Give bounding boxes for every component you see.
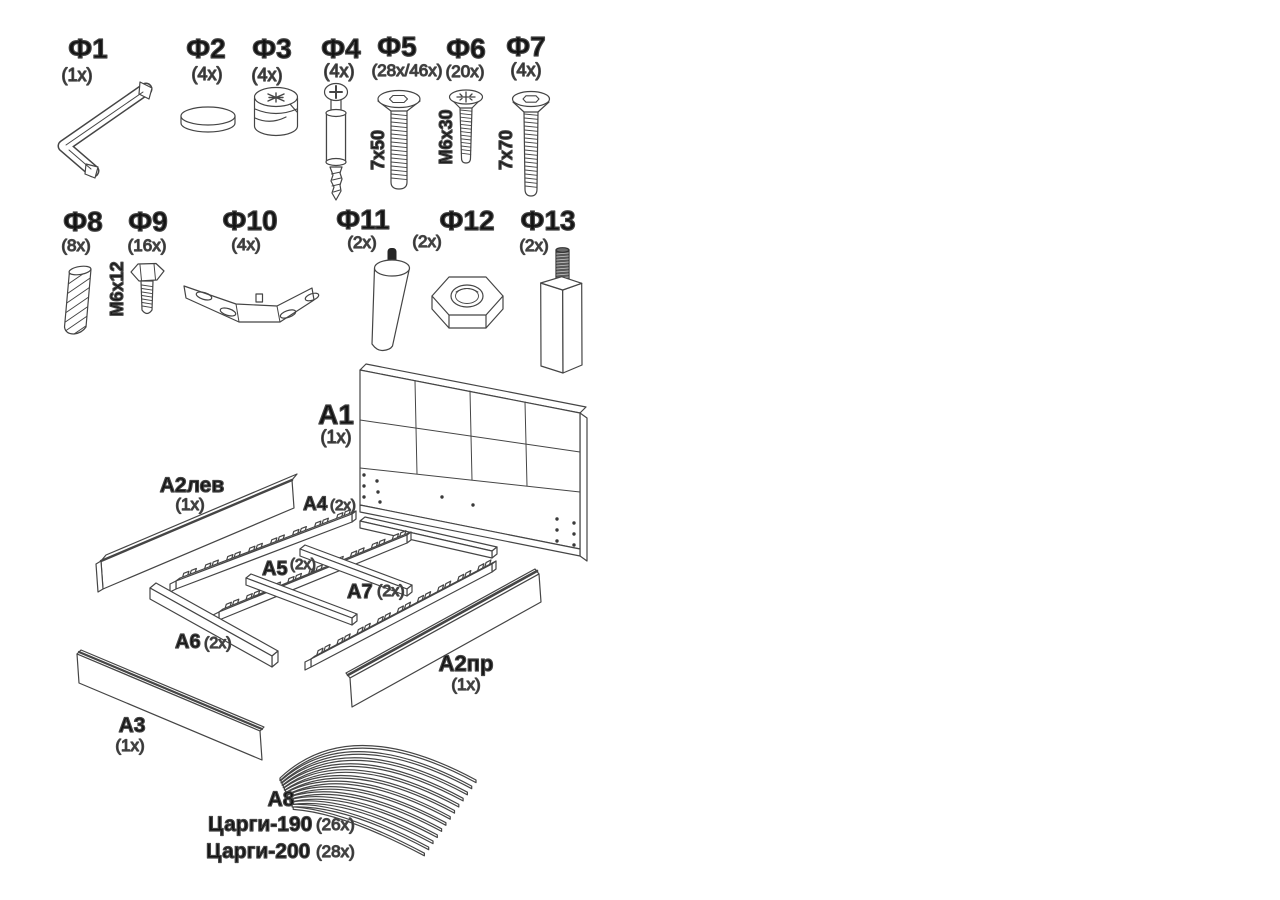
- part-a1-code: А1: [318, 399, 354, 430]
- hardware-f1-allen-key: [62, 33, 153, 178]
- a3-front: [77, 654, 262, 760]
- hardware-f12-code: Ф12: [439, 205, 495, 236]
- hardware-f12-qty: (2x): [412, 232, 442, 251]
- hardware-f8-dowel: [58, 206, 103, 345]
- bracket-hole: [256, 294, 263, 302]
- leg-top: [375, 260, 410, 276]
- part-a3-footboard: [77, 650, 264, 760]
- hardware-f7-screw: [496, 31, 550, 196]
- leg-face-right: [563, 283, 582, 373]
- hardware-f3-cam-lock: [252, 33, 298, 136]
- hardware-f12-nut: [412, 205, 503, 328]
- cap-top: [181, 107, 235, 125]
- hardware-f10-qty: (4x): [231, 235, 261, 254]
- hardware-f5-confirmat-screw: [368, 31, 442, 189]
- hardware-f1-code: Ф1: [68, 33, 108, 64]
- part-a1-headboard: [318, 364, 587, 561]
- hardware-f11-code: Ф11: [336, 204, 390, 235]
- hardware-f13-code: Ф13: [520, 205, 576, 236]
- part-a2pr-qty: (1x): [451, 675, 481, 694]
- part-a2pr-code: А2пр: [438, 651, 494, 676]
- hardware-f13-qty: (2x): [519, 236, 549, 255]
- hardware-f2-cap: [181, 33, 235, 132]
- hardware-f3-code: Ф3: [252, 33, 292, 64]
- part-a4-qty: (2x): [330, 497, 356, 514]
- hardware-f13-leg: [519, 205, 582, 373]
- hardware-f6-code: Ф6: [446, 33, 486, 64]
- part-a5-code: А5: [262, 558, 288, 580]
- hardware-f9-size: M6x12: [107, 261, 127, 317]
- hardware-f5-code: Ф5: [377, 31, 417, 62]
- hardware-f7-size: 7x70: [496, 129, 516, 171]
- hardware-f9-bolt: [107, 206, 168, 317]
- hardware-f7-qty: (4x): [510, 60, 542, 80]
- hardware-f10-code: Ф10: [222, 205, 278, 236]
- part-a7-code: А7: [347, 581, 373, 603]
- part-a6-code: А6: [175, 631, 201, 653]
- part-a1-qty: (1x): [320, 427, 352, 447]
- part-a8-row1-qty: (28x): [316, 842, 355, 861]
- part-a8-row0-qty: (26x): [316, 815, 355, 834]
- bracket-plate: [184, 286, 314, 322]
- hardware-f5-size: 7x50: [368, 129, 388, 171]
- part-a8-code: А8: [267, 788, 295, 811]
- hardware-f6-size: M6x30: [436, 109, 456, 165]
- hardware-f4-cam-bolt: [321, 33, 361, 200]
- hardware-f6-screw: [436, 33, 486, 165]
- hardware-f6-qty: (20x): [445, 62, 485, 81]
- hardware-f2-code: Ф2: [186, 33, 226, 64]
- part-a2lev-qty: (1x): [175, 495, 205, 514]
- leg-face-left: [541, 283, 563, 373]
- hardware-f7-code: Ф7: [506, 31, 546, 62]
- hardware-f9-code: Ф9: [128, 206, 168, 237]
- hardware-f3-qty: (4x): [251, 65, 283, 85]
- hardware-f11-qty: (2x): [347, 233, 377, 252]
- hardware-f2-qty: (4x): [191, 64, 223, 84]
- hex-head: [131, 264, 164, 282]
- part-a3-code: А3: [118, 714, 146, 737]
- hardware-f9-qty: (16x): [127, 236, 167, 255]
- part-a4-code: А4: [303, 494, 328, 515]
- part-a8-row1-name: Царги-200: [206, 840, 311, 863]
- hardware-f5-qty: (28x/46x): [371, 61, 443, 80]
- part-a3-qty: (1x): [115, 736, 145, 755]
- hardware-f8-qty: (8x): [61, 236, 91, 255]
- hardware-f10-bracket: [184, 205, 320, 322]
- screw-head: [513, 92, 550, 107]
- part-a8-row0-name: Царги-190: [208, 813, 313, 836]
- hardware-f4-code: Ф4: [321, 33, 361, 64]
- part-a2lev-code: А2лев: [159, 474, 225, 497]
- hardware-f4-qty: (4x): [323, 61, 355, 81]
- hardware-f1-qty: (1x): [61, 65, 93, 85]
- part-a7-qty: (2x): [377, 583, 405, 600]
- cam-slot: [268, 93, 284, 102]
- part-a5-qty: (2x): [290, 556, 316, 573]
- part-a6-qty: (2x): [204, 635, 232, 652]
- phillips-slot: [457, 92, 475, 102]
- screw-head: [378, 91, 420, 108]
- leg-body: [372, 268, 410, 351]
- hardware-f11-leg: [336, 204, 409, 351]
- hardware-f8-code: Ф8: [63, 206, 103, 237]
